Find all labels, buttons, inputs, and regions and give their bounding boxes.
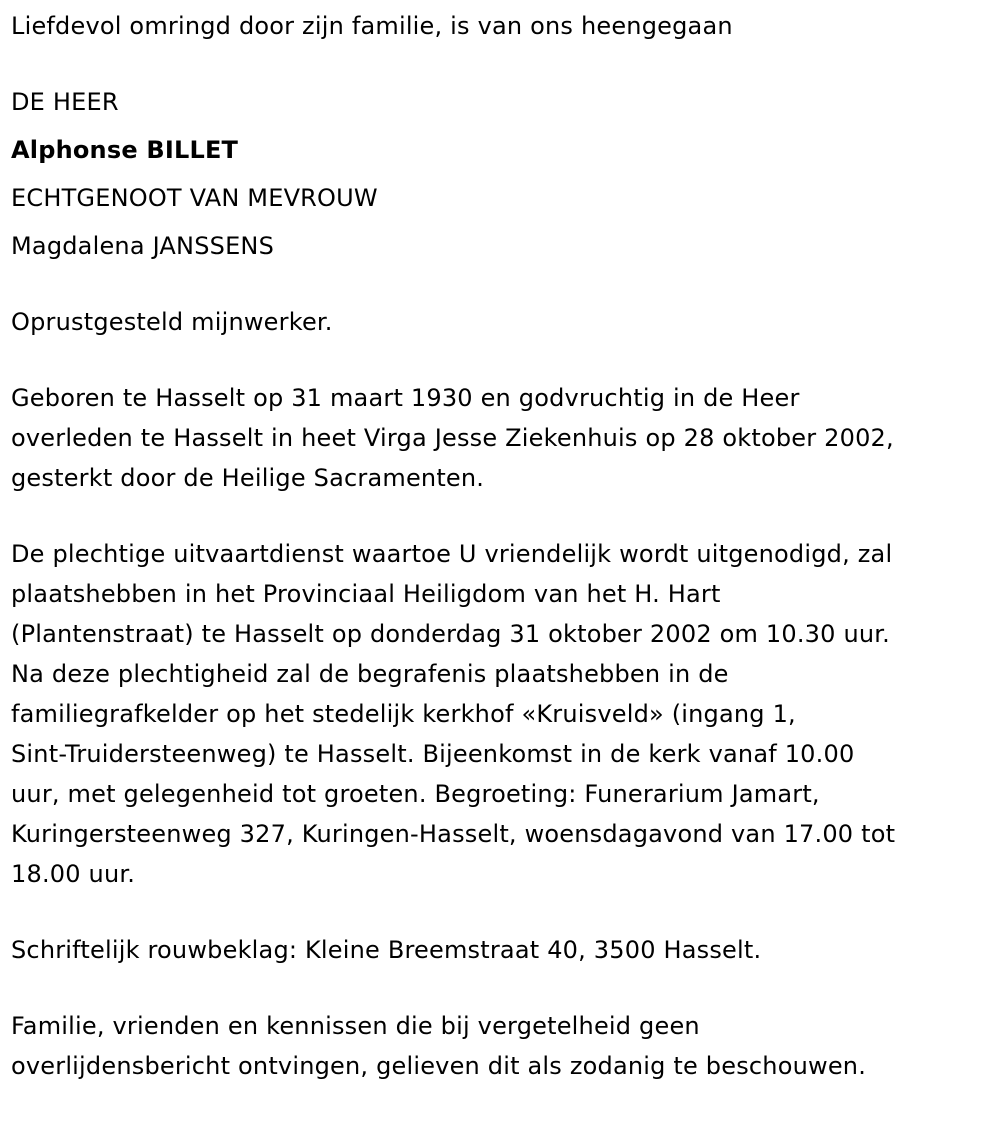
closing-paragraph [11,1006,991,1086]
paragraph-line: (Plantenstraat) te Hasselt op donderdag 31 oktober 2002 om 10.30 uur. [11,620,890,648]
paragraph-line: familiegrafkelder op het stedelijk kerkhof «Kruisveld» (ingang 1, [11,700,796,728]
paragraph-line: plaatshebben in het Provinciaal Heiligdom van het H. Hart [11,580,721,608]
spacer [11,270,991,302]
spacer [11,498,991,534]
paragraph-line: Na deze plechtigheid zal de begrafenis plaatshebben in de [11,660,729,688]
condolence-address: Schriftelijk rouwbeklag: Kleine Breemstraat 40, 3500 Hasselt. [11,936,762,964]
deceased-title: DE HEER [11,88,119,116]
paragraph-line: Geboren te Hasselt op 31 maart 1930 en godvruchtig in de Heer [11,384,800,412]
spacer [11,894,991,930]
paragraph-line: Familie, vrienden en kennissen die bij vergetelheid geen [11,1012,700,1040]
birth-death-paragraph [11,378,991,498]
spacer [11,342,991,378]
paragraph-line: Sint-Truidersteenweg) te Hasselt. Bijeenkomst in de kerk vanaf 10.00 [11,740,855,768]
intro-line: Liefdevol omringd door zijn familie, is van ons heengegaan [11,12,733,40]
paragraph-line: gesterkt door de Heilige Sacramenten. [11,464,485,492]
paragraph-line: uur, met gelegenheid tot groeten. Begroeting: Funerarium Jamart, [11,780,820,808]
paragraph-line: 18.00 uur. [11,860,136,888]
paragraph-line: De plechtige uitvaartdienst waartoe U vriendelijk wordt uitgenodigd, zal [11,540,893,568]
paragraph-line: overleden te Hasselt in heet Virga Jesse Ziekenhuis op 28 oktober 2002, [11,424,894,452]
deceased-name: Alphonse BILLET [11,136,239,164]
spouse-title: ECHTGENOOT VAN MEVROUW [11,184,378,212]
obituary-notice [11,6,991,1086]
funeral-paragraph [11,534,991,894]
spacer [11,970,991,1006]
spacer [11,46,991,78]
spouse-name: Magdalena JANSSENS [11,232,275,260]
paragraph-line: Kuringersteenweg 327, Kuringen-Hasselt, woensdagavond van 17.00 tot [11,820,896,848]
occupation-line: Oprustgesteld mijnwerker. [11,308,333,336]
paragraph-line: overlijdensbericht ontvingen, gelieven dit als zodanig te beschouwen. [11,1052,867,1080]
